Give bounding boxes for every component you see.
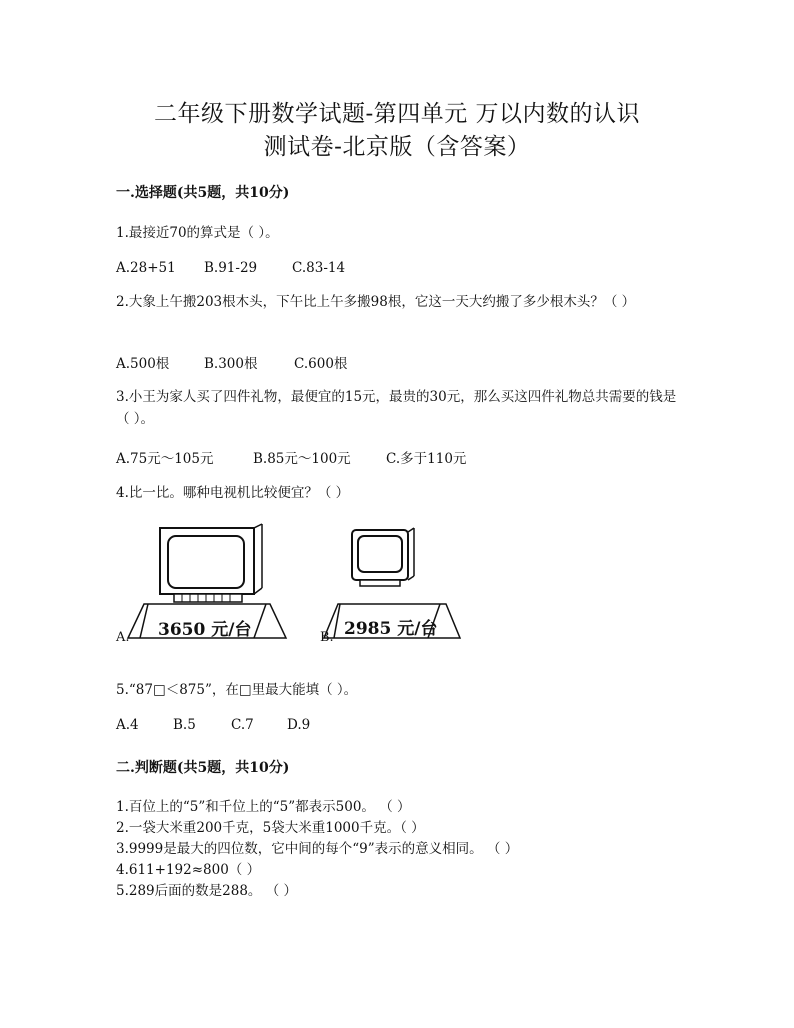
option: B.85元～100元 bbox=[253, 451, 351, 467]
question-3-options bbox=[116, 447, 466, 467]
option: A.500根 bbox=[116, 356, 170, 372]
judge-item-4: 4.611+192≈800（ ） bbox=[116, 862, 261, 878]
question-1-text: 1.最接近70的算式是（ ）。 bbox=[116, 225, 279, 241]
judge-item-3: 3.9999是最大的四位数，它中间的每个“9”表示的意义相同。 （ ） bbox=[116, 841, 519, 857]
section2-heading: 二.判断题(共5题，共10分) bbox=[116, 760, 290, 776]
tv-b-base bbox=[360, 580, 400, 586]
page-title-line2: 测试卷-北京版（含答案） bbox=[263, 134, 531, 160]
option: B.300根 bbox=[204, 356, 258, 372]
option: A.28+51 bbox=[116, 260, 176, 276]
tv-a-option-label: A. bbox=[116, 630, 130, 645]
option: C.600根 bbox=[294, 356, 348, 372]
tv-b-option-label: B. bbox=[320, 630, 334, 645]
question-2-text: 2.大象上午搬203根木头，下午比上午多搬98根，它这一天大约搬了多少根木头？（ ） bbox=[116, 294, 636, 310]
option: D.9 bbox=[287, 717, 311, 733]
question-3-text: 3.小王为家人买了四件礼物，最便宜的15元，最贵的30元，那么买这四件礼物总共需要的钱是（ ）。 bbox=[116, 389, 677, 427]
section1-heading: 一.选择题(共5题，共10分) bbox=[116, 185, 290, 201]
option: C.83-14 bbox=[292, 260, 346, 276]
option: A.75元～105元 bbox=[116, 451, 214, 467]
question-5-options bbox=[116, 717, 310, 733]
tv-b-screen bbox=[358, 536, 402, 572]
judge-item-5: 5.289后面的数是288。 （ ） bbox=[116, 883, 297, 899]
tv-a-screen bbox=[168, 536, 244, 588]
option: C.7 bbox=[231, 717, 254, 733]
judge-item-1: 1.百位上的“5”和千位上的“5”都表示500。 （ ） bbox=[116, 799, 411, 815]
question-5-text: 5.“87□＜875”，在□里最大能填（ ）。 bbox=[116, 682, 358, 698]
question-1-options bbox=[116, 260, 345, 276]
option: B.91-29 bbox=[204, 260, 258, 276]
page-title-line1: 二年级下册数学试题-第四单元 万以内数的认识 bbox=[153, 101, 641, 127]
tv-a-price: 3650 元/台 bbox=[158, 620, 252, 640]
question-4-text: 4.比一比。哪种电视机比较便宜？（ ） bbox=[116, 485, 350, 501]
question-2-options bbox=[116, 352, 347, 372]
option: B.5 bbox=[173, 717, 196, 733]
option: C.多于110元 bbox=[386, 451, 467, 467]
tv-b-price: 2985 元/台 bbox=[344, 619, 438, 639]
tv-a-base bbox=[174, 594, 242, 602]
option: A.4 bbox=[116, 717, 139, 733]
judge-item-2: 2.一袋大米重200千克，5袋大米重1000千克。（ ） bbox=[116, 820, 425, 836]
